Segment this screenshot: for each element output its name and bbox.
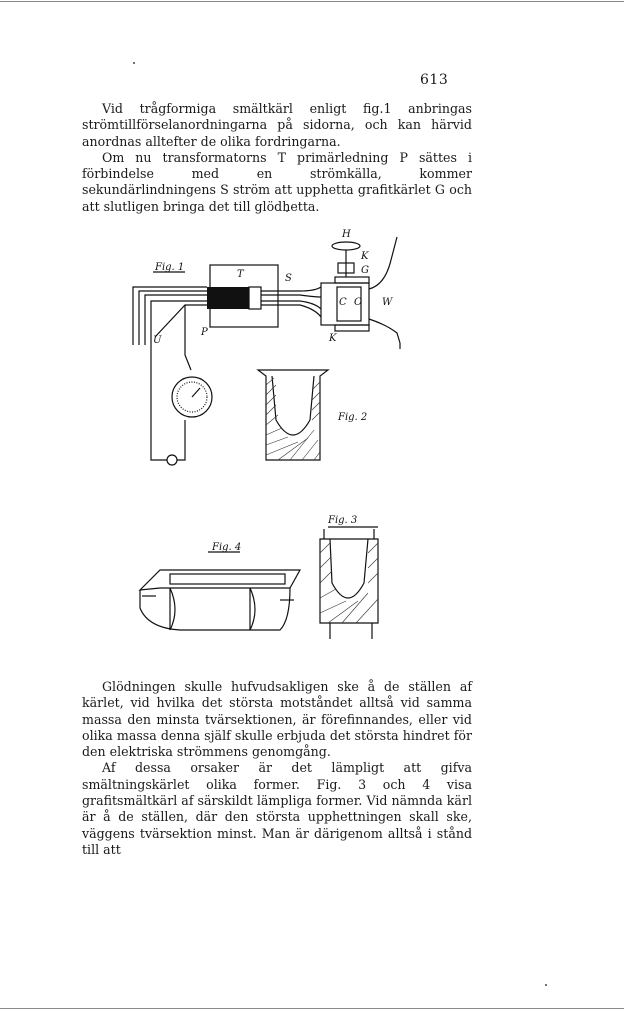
figure-3-caption: Fig. 3 xyxy=(328,515,358,526)
speck xyxy=(133,62,135,64)
label-O: O xyxy=(354,297,363,308)
figure-2-caption: Fig. 2 xyxy=(338,412,368,423)
primary-winding xyxy=(207,287,249,309)
label-P: P xyxy=(201,327,208,338)
body-text-bottom xyxy=(82,679,472,858)
figure-3-diagram xyxy=(318,513,398,653)
paragraph: Vid trågformiga smältkärl enligt fig.1 anbringas strömtillförselanordningarna på sidorna, och kan härvid anordnas alltefter de olika fordringarna. xyxy=(82,101,472,149)
label-U: U xyxy=(153,335,162,346)
body-text-top xyxy=(82,101,472,215)
label-S: S xyxy=(285,273,292,284)
paragraph: Om nu transformatorns T primärledning P sättes i förbindelse med en strömkälla, kommer sekundärlindningens S ström att upphetta grafitkärlet G och att slutligen bringa det till glödhetta. xyxy=(82,149,472,214)
page-number: 613 xyxy=(420,72,449,88)
figure-2-diagram xyxy=(258,370,388,465)
paragraph: Glödningen skulle hufvudsakligen ske å de ställen af kärlet, vid hvilka det största motståndet alltså vid samma massa den minsta tvärsektionen, är förefinnandes, eller vid olika massa denna själf skulle erbjuda det största hindret för den elektriska strömmens genomgång. xyxy=(82,679,472,760)
figure-4-diagram xyxy=(140,540,300,635)
label-C: C xyxy=(339,297,347,308)
bottom-edge-line xyxy=(0,1008,624,1009)
figure-4-caption: Fig. 4 xyxy=(212,542,242,553)
label-K-top: K xyxy=(361,251,369,262)
label-W: W xyxy=(382,297,393,308)
label-T: T xyxy=(237,269,244,280)
speck xyxy=(545,984,547,986)
label-K-bottom: K xyxy=(329,333,337,344)
top-edge-line xyxy=(0,1,624,2)
label-G: G xyxy=(361,265,369,276)
paragraph: Af dessa orsaker är det lämpligt att gifva smältningskärlet olika former. Fig. 3 och 4 visa grafitsmältkärl af särskildt lämpliga former. Vid nämnda kärl är å de ställen, där den största upphettningen skall ske, väggens tvärsektion minst. Man är därigenom alltså i stånd till att xyxy=(82,760,472,857)
label-H: H xyxy=(342,229,351,240)
figure-1-caption: Fig. 1 xyxy=(155,262,185,273)
